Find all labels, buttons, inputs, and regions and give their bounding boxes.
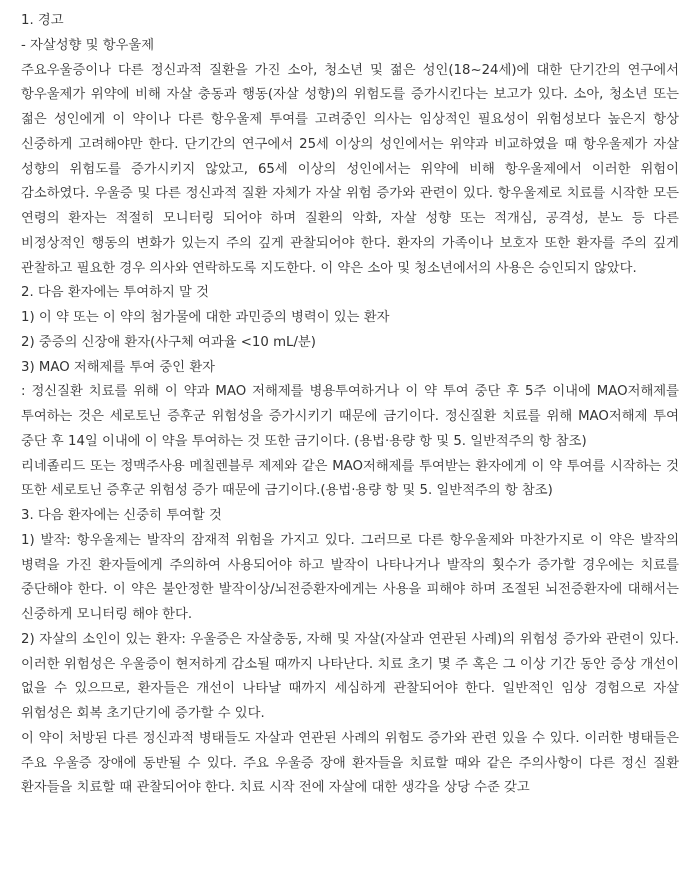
section-heading-precautions: 3. 다음 환자에는 신중히 투여할 것 <box>21 508 222 523</box>
list-item-mao-inhibitors: 3) MAO 저해제를 투여 중인 환자 <box>21 359 216 375</box>
list-item-seizures: 1) 발작: 항우울제는 발작의 잠재적 위험을 가지고 있다. 그러므로 다른 항우울제와 마찬가지로 이 약은 발작의 병력을 가진 환자들에게 주의하여 사용되어야 하고 발작이 나타나거나 발작의 횟수가 증가할 경우에는 치료를 중단해야 한다. 이 약은 불안정한 발작이상/뇌전증환자에게는 사용을 피해야 하며 조절된 뇌전증환자에 대해서는 신중하게 모니터링 해야 한다. <box>21 532 679 622</box>
list-item-renal-impairment: 2) 중증의 신장애 환자(사구체 여과율 <10 mL/분) <box>21 334 316 350</box>
paragraph-suicidality-warning: 주요우울증이나 다른 정신과적 질환을 가진 소아, 청소년 및 젊은 성인(18~24세)에 대한 단기간의 연구에서 항우울제가 위약에 비해 자살 충동과 행동(자살 성향)의 위험도를 증가시킨다는 보고가 있다. 소아, 청소년 또는 젊은 성인에게 이 약이나 다른 항우울제 투여를 고려중인 의사는 임상적인 필요성이 위험성보다 높은지 항상 신중하게 고려해야만 한다. 단기간의 연구에서 25세 이상의 성인에서는 위약과 비교하였을 때 항우울제가 자살 성향의 위험도를 증가시키지 않았고, 65세 이상의 성인에서는 위약에 비해 항우울제에서 이러한 위험이 감소하였다. 우울증 및 다른 정신과적 질환 자체가 자살 위험 증가와 관련이 있다. 항우울제로 치료를 시작한 모든 연령의 환자는 적절히 모니터링 되어야 하며 질환의 악화, 자살 성향 또는 적개심, 공격성, 분노 등 다른 비정상적인 행동의 변화가 있는지 주의 깊게 관찰되어야 한다. 환자의 가족이나 보호자 또한 환자를 주의 깊게 관찰하고 필요한 경우 의사와 연락하도록 지도한다. 이 약은 소아 및 청소년에서의 사용은 승인되지 않았다. <box>21 62 679 276</box>
subheading-suicidality-antidepressants: - 자살성향 및 항우울제 <box>21 37 155 53</box>
paragraph-linezolid-methylene-blue: 리네졸리드 또는 정맥주사용 메칠렌블루 제제와 같은 MAO저해제를 투여받는 환자에게 이 약 투여를 시작하는 것 또한 세로토닌 증후군 위험성 증가 때문에 금기이다.(용법·용량 항 및 5. 일반적주의 항 참조) <box>21 458 679 499</box>
section-heading-contraindications: 2. 다음 환자에는 투여하지 말 것 <box>21 285 209 301</box>
section-heading-warnings: 1. 경고 <box>21 13 64 28</box>
list-item-hypersensitivity: 1) 이 약 또는 이 약의 첨가물에 대한 과민증의 병력이 있는 환자 <box>21 310 390 325</box>
list-item-suicide-predisposition: 2) 자살의 소인이 있는 환자: 우울증은 자살충동, 자해 및 자살(자살과 연관된 사례)의 위험성 증가와 관련이 있다. 이러한 위험성은 우울증이 현저하게 감소될 때까지 나타난다. 치료 초기 몇 주 혹은 그 이상 기간 동안 증상 개선이 없을 수 있으므로, 환자들은 개선이 나타날 때까지 세심하게 관찰되어야 한다. 일반적인 임상 경험으로 자살 위험성은 회복 초기단기에 증가할 수 있다. <box>21 631 679 721</box>
paragraph-other-psychiatric-conditions: 이 약이 처방된 다른 정신과적 병태들도 자살과 연관된 사례의 위험도 증가와 관련 있을 수 있다. 이러한 병태들은 주요 우울증 장애에 동반될 수 있다. 주요 우울증 장애 환자들을 치료할 때와 같은 주의사항이 다른 정신 질환 환자들을 치료할 때 관찰되어야 한다. 치료 시작 전에 자살에 대한 생각을 상당 수준 갖고 <box>21 730 679 796</box>
paragraph-mao-inhibitor-detail: : 정신질환 치료를 위해 이 약과 MAO 저해제를 병용투여하거나 이 약 투여 중단 후 5주 이내에 MAO저해제를 투여하는 것은 세로토닌 증후군 위험성을 증가시키기 때문에 금기이다. 정신질환 치료를 위해 MAO저해제 투여 중단 후 14일 이내에 이 약을 투여하는 것 또한 금기이다. (용법·용량 항 및 5. 일반적주의 항 참조) <box>21 384 679 449</box>
